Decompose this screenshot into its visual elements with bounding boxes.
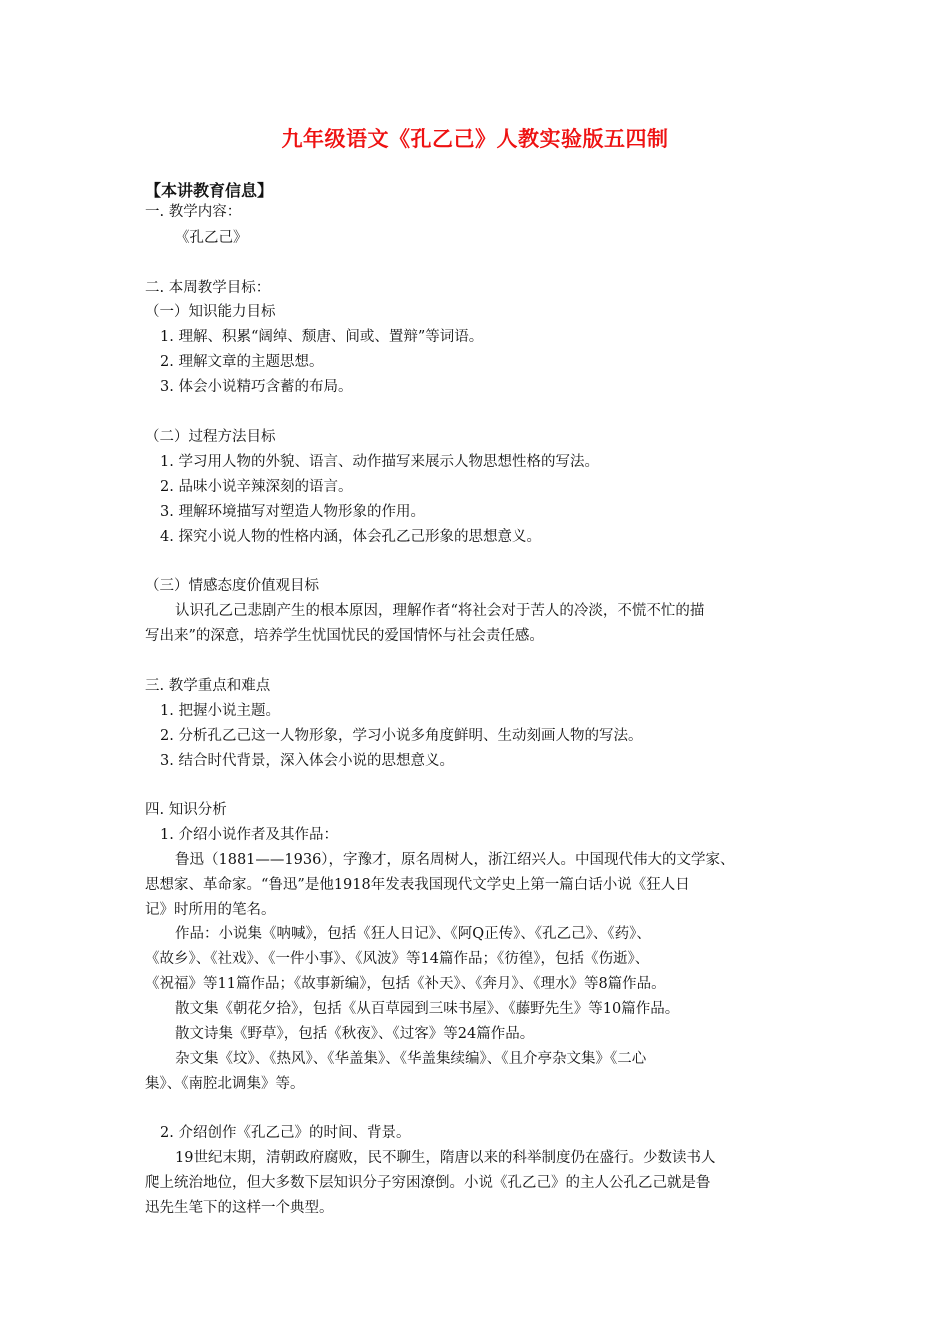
text-line: 2. 理解文章的主题思想。 bbox=[160, 354, 324, 370]
text-line: 散文集《朝花夕拾》，包括《从百草园到三味书屋》、《藤野先生》等10篇作品。 bbox=[175, 1001, 680, 1017]
section-heading: 【本讲教育信息】 bbox=[145, 181, 274, 200]
text-line: 记》时所用的笔名。 bbox=[145, 902, 276, 918]
text-line: 2. 介绍创作《孔乙己》的时间、背景。 bbox=[160, 1125, 411, 1141]
text-line: 《孔乙己》 bbox=[175, 230, 248, 246]
text-line: 3. 理解环境描写对塑造人物形象的作用。 bbox=[160, 504, 425, 520]
text-line: 3. 体会小说精巧含蓄的布局。 bbox=[160, 379, 353, 395]
text-line: 4. 探究小说人物的性格内涵，体会孔乙己形象的思想意义。 bbox=[160, 529, 541, 545]
document-title: 九年级语文《孔乙己》人教实验版五四制 bbox=[281, 126, 669, 151]
text-line: 2. 分析孔乙己这一人物形象，学习小说多角度鲜明、生动刻画人物的写法。 bbox=[160, 728, 643, 744]
text-line: （一）知识能力目标 bbox=[145, 304, 276, 320]
text-line: 写出来”的深意，培养学生忧国忧民的爱国情怀与社会责任感。 bbox=[145, 628, 544, 644]
text-line: 19世纪末期，清朝政府腐败，民不聊生，隋唐以来的科举制度仍在盛行。少数读书人 bbox=[175, 1150, 716, 1166]
text-line: （三）情感态度价值观目标 bbox=[145, 578, 319, 594]
text-line: 四. 知识分析 bbox=[145, 802, 227, 818]
text-line: 思想家、革命家。“鲁迅”是他1918年发表我国现代文学史上第一篇白话小说《狂人日 bbox=[145, 877, 690, 893]
text-line: 《祝福》等11篇作品；《故事新编》，包括《补天》、《奔月》、《理水》等8篇作品。 bbox=[145, 976, 666, 992]
text-line: 鲁迅（1881——1936），字豫才，原名周树人，浙江绍兴人。中国现代伟大的文学家、 bbox=[175, 852, 735, 868]
text-line: 3. 结合时代背景，深入体会小说的思想意义。 bbox=[160, 753, 454, 769]
text-line: 2. 品味小说辛辣深刻的语言。 bbox=[160, 479, 353, 495]
text-line: 作品：小说集《呐喊》，包括《狂人日记》、《阿Q正传》、《孔乙己》、《药》、 bbox=[175, 926, 651, 942]
text-line: 1. 介绍小说作者及其作品： bbox=[160, 827, 338, 843]
text-line: （二）过程方法目标 bbox=[145, 429, 276, 445]
text-line: 一. 教学内容： bbox=[145, 204, 242, 220]
text-line: 《故乡》、《社戏》、《一件小事》、《风波》等14篇作品；《彷徨》，包括《伤逝》、 bbox=[145, 951, 650, 967]
text-line: 1. 学习用人物的外貌、语言、动作描写来展示人物思想性格的写法。 bbox=[160, 454, 599, 470]
text-line: 迅先生笔下的这样一个典型。 bbox=[145, 1200, 334, 1216]
text-line: 爬上统治地位，但大多数下层知识分子穷困潦倒。小说《孔乙己》的主人公孔乙己就是鲁 bbox=[145, 1175, 711, 1191]
text-line: 集》、《南腔北调集》等。 bbox=[145, 1076, 305, 1092]
text-line: 认识孔乙己悲剧产生的根本原因，理解作者“将社会对于苦人的冷淡，不慌不忙的描 bbox=[175, 603, 705, 619]
text-line: 三. 教学重点和难点 bbox=[145, 678, 271, 694]
text-line: 散文诗集《野草》，包括《秋夜》、《过客》等24篇作品。 bbox=[175, 1026, 535, 1042]
text-line: 杂文集《坟》、《热风》、《华盖集》、《华盖集续编》、《且介亭杂文集》《二心 bbox=[175, 1051, 647, 1067]
text-line: 1. 理解、积累“阔绰、颓唐、间或、置辩”等词语。 bbox=[160, 329, 484, 345]
text-line: 二. 本周教学目标： bbox=[145, 280, 271, 296]
text-line: 1. 把握小说主题。 bbox=[160, 703, 280, 719]
